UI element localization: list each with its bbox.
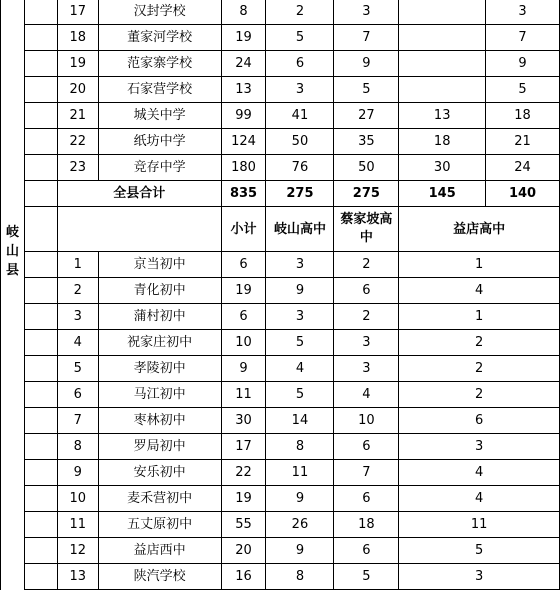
quota-cell: 5 bbox=[334, 564, 399, 590]
blank-cell bbox=[24, 538, 57, 564]
quota-cell: 7 bbox=[486, 25, 560, 51]
school-name: 五丈原初中 bbox=[98, 512, 221, 538]
quota-cell: 14 bbox=[266, 408, 334, 434]
row-number: 5 bbox=[57, 356, 98, 382]
table-row bbox=[1, 129, 560, 155]
quota-cell: 2 bbox=[334, 304, 399, 330]
subtotal-cell: 9 bbox=[221, 356, 266, 382]
quota-cell: 3 bbox=[334, 356, 399, 382]
school-name: 范家寨学校 bbox=[98, 51, 221, 77]
quota-cell: 3 bbox=[399, 564, 560, 590]
quota-cell: 41 bbox=[266, 103, 334, 129]
blank-cell bbox=[24, 304, 57, 330]
table2-body bbox=[1, 207, 560, 590]
blank-cell bbox=[24, 486, 57, 512]
row-number: 20 bbox=[57, 77, 98, 103]
quota-cell: 3 bbox=[399, 434, 560, 460]
school-name: 麦禾营初中 bbox=[98, 486, 221, 512]
blank-cell bbox=[24, 564, 57, 590]
row-number: 10 bbox=[57, 486, 98, 512]
quota-cell: 4 bbox=[399, 460, 560, 486]
quota-cell: 5 bbox=[486, 77, 560, 103]
quota-cell: 3 bbox=[266, 304, 334, 330]
quota-cell: 8 bbox=[266, 564, 334, 590]
blank-cell bbox=[24, 129, 57, 155]
quota-cell: 6 bbox=[334, 278, 399, 304]
table-row bbox=[1, 25, 560, 51]
table1-body bbox=[1, 0, 560, 207]
row-number: 22 bbox=[57, 129, 98, 155]
total-row bbox=[1, 181, 560, 207]
region-cell-blank bbox=[1, 0, 25, 207]
region-char: 岐 bbox=[5, 224, 19, 240]
table-row bbox=[1, 330, 560, 356]
row-number: 23 bbox=[57, 155, 98, 181]
table-row bbox=[1, 51, 560, 77]
blank-cell bbox=[24, 408, 57, 434]
school-name: 马江初中 bbox=[98, 382, 221, 408]
table-row bbox=[1, 304, 560, 330]
total-value: 275 bbox=[334, 181, 399, 207]
school-name: 益店西中 bbox=[98, 538, 221, 564]
quota-cell: 2 bbox=[266, 0, 334, 25]
blank-cell bbox=[24, 330, 57, 356]
subtotal-cell: 11 bbox=[221, 382, 266, 408]
header-school-2: 蔡家坡高中 bbox=[334, 207, 399, 252]
row-number: 9 bbox=[57, 460, 98, 486]
region-char: 县 bbox=[5, 262, 19, 278]
school-name: 安乐初中 bbox=[98, 460, 221, 486]
header-subtotal: 小计 bbox=[221, 207, 266, 252]
quota-cell: 9 bbox=[266, 278, 334, 304]
total-value: 145 bbox=[399, 181, 486, 207]
row-number: 12 bbox=[57, 538, 98, 564]
quota-cell: 11 bbox=[399, 512, 560, 538]
quota-cell: 6 bbox=[399, 408, 560, 434]
table-row bbox=[1, 486, 560, 512]
quota-cell: 5 bbox=[266, 330, 334, 356]
row-number: 17 bbox=[57, 0, 98, 25]
blank-cell bbox=[24, 0, 57, 25]
school-name: 纸坊中学 bbox=[98, 129, 221, 155]
row-number: 19 bbox=[57, 51, 98, 77]
table-row bbox=[1, 155, 560, 181]
quota-cell: 9 bbox=[486, 51, 560, 77]
quota-cell: 5 bbox=[399, 538, 560, 564]
blank-cell bbox=[24, 155, 57, 181]
quota-cell bbox=[399, 0, 486, 25]
blank-cell bbox=[24, 51, 57, 77]
quota-cell: 9 bbox=[266, 486, 334, 512]
school-name: 陕汽学校 bbox=[98, 564, 221, 590]
school-name: 蒲村初中 bbox=[98, 304, 221, 330]
blank-cell bbox=[24, 512, 57, 538]
header-school-3: 益店高中 bbox=[399, 207, 560, 252]
quota-cell: 35 bbox=[334, 129, 399, 155]
header-row bbox=[1, 207, 560, 252]
total-value: 140 bbox=[486, 181, 560, 207]
row-number: 2 bbox=[57, 278, 98, 304]
blank-cell bbox=[24, 356, 57, 382]
header-blank bbox=[57, 207, 221, 252]
subtotal-cell: 6 bbox=[221, 252, 266, 278]
subtotal-cell: 180 bbox=[221, 155, 266, 181]
school-name: 枣林初中 bbox=[98, 408, 221, 434]
subtotal-cell: 30 bbox=[221, 408, 266, 434]
subtotal-cell: 13 bbox=[221, 77, 266, 103]
quota-cell: 6 bbox=[266, 51, 334, 77]
table-row bbox=[1, 538, 560, 564]
subtotal-cell: 6 bbox=[221, 304, 266, 330]
quota-cell: 5 bbox=[266, 382, 334, 408]
table-row bbox=[1, 0, 560, 25]
quota-cell: 18 bbox=[334, 512, 399, 538]
total-label: 全县合计 bbox=[57, 181, 221, 207]
table-row bbox=[1, 356, 560, 382]
quota-cell: 27 bbox=[334, 103, 399, 129]
row-number: 4 bbox=[57, 330, 98, 356]
school-name: 青化初中 bbox=[98, 278, 221, 304]
quota-cell: 4 bbox=[266, 356, 334, 382]
table-row bbox=[1, 103, 560, 129]
table-row bbox=[1, 512, 560, 538]
quota-cell: 9 bbox=[266, 538, 334, 564]
quota-cell: 3 bbox=[334, 0, 399, 25]
quota-cell: 50 bbox=[334, 155, 399, 181]
subtotal-cell: 10 bbox=[221, 330, 266, 356]
subtotal-cell: 16 bbox=[221, 564, 266, 590]
school-name: 竞存中学 bbox=[98, 155, 221, 181]
school-name: 京当初中 bbox=[98, 252, 221, 278]
table-row bbox=[1, 408, 560, 434]
table-row bbox=[1, 434, 560, 460]
subtotal-cell: 55 bbox=[221, 512, 266, 538]
row-number: 1 bbox=[57, 252, 98, 278]
quota-cell: 2 bbox=[399, 330, 560, 356]
quota-cell: 4 bbox=[399, 486, 560, 512]
quota-cell: 11 bbox=[266, 460, 334, 486]
quota-cell: 7 bbox=[334, 460, 399, 486]
blank-cell bbox=[24, 207, 57, 252]
quota-cell: 2 bbox=[334, 252, 399, 278]
blank-cell bbox=[24, 382, 57, 408]
row-number: 21 bbox=[57, 103, 98, 129]
quota-cell: 5 bbox=[334, 77, 399, 103]
region-char: 山 bbox=[5, 243, 19, 259]
subtotal-cell: 17 bbox=[221, 434, 266, 460]
subtotal-cell: 20 bbox=[221, 538, 266, 564]
total-value: 275 bbox=[266, 181, 334, 207]
table-row bbox=[1, 564, 560, 590]
school-name: 董家河学校 bbox=[98, 25, 221, 51]
blank-cell bbox=[24, 434, 57, 460]
quota-cell: 50 bbox=[266, 129, 334, 155]
blank-cell bbox=[24, 103, 57, 129]
blank-cell bbox=[24, 25, 57, 51]
quota-cell bbox=[399, 51, 486, 77]
school-name: 城关中学 bbox=[98, 103, 221, 129]
quota-cell bbox=[399, 77, 486, 103]
quota-cell: 3 bbox=[334, 330, 399, 356]
quota-cell: 4 bbox=[334, 382, 399, 408]
blank-cell bbox=[24, 181, 57, 207]
row-number: 6 bbox=[57, 382, 98, 408]
quota-cell bbox=[399, 25, 486, 51]
quota-cell: 3 bbox=[266, 77, 334, 103]
table-row bbox=[1, 77, 560, 103]
blank-cell bbox=[24, 252, 57, 278]
quota-cell: 5 bbox=[266, 25, 334, 51]
quota-cell: 4 bbox=[399, 278, 560, 304]
subtotal-cell: 24 bbox=[221, 51, 266, 77]
subtotal-cell: 124 bbox=[221, 129, 266, 155]
header-school-1: 岐山高中 bbox=[266, 207, 334, 252]
quota-cell: 1 bbox=[399, 252, 560, 278]
blank-cell bbox=[24, 460, 57, 486]
quota-cell: 21 bbox=[486, 129, 560, 155]
school-name: 祝家庄初中 bbox=[98, 330, 221, 356]
table-row bbox=[1, 278, 560, 304]
quota-cell: 3 bbox=[266, 252, 334, 278]
quota-cell: 6 bbox=[334, 538, 399, 564]
quota-cell: 3 bbox=[486, 0, 560, 25]
quota-cell: 1 bbox=[399, 304, 560, 330]
subtotal-cell: 22 bbox=[221, 460, 266, 486]
quota-cell: 13 bbox=[399, 103, 486, 129]
school-name: 罗局初中 bbox=[98, 434, 221, 460]
subtotal-cell: 19 bbox=[221, 486, 266, 512]
quota-cell: 10 bbox=[334, 408, 399, 434]
quota-cell: 24 bbox=[486, 155, 560, 181]
quota-cell: 26 bbox=[266, 512, 334, 538]
quota-cell: 2 bbox=[399, 382, 560, 408]
quota-cell: 9 bbox=[334, 51, 399, 77]
school-name: 汉封学校 bbox=[98, 0, 221, 25]
row-number: 18 bbox=[57, 25, 98, 51]
blank-cell bbox=[24, 77, 57, 103]
blank-cell bbox=[24, 278, 57, 304]
total-subtotal: 835 bbox=[221, 181, 266, 207]
table-row bbox=[1, 460, 560, 486]
row-number: 8 bbox=[57, 434, 98, 460]
subtotal-cell: 19 bbox=[221, 278, 266, 304]
subtotal-cell: 8 bbox=[221, 0, 266, 25]
table-row bbox=[1, 382, 560, 408]
table-row bbox=[1, 252, 560, 278]
quota-cell: 76 bbox=[266, 155, 334, 181]
quota-cell: 18 bbox=[399, 129, 486, 155]
row-number: 11 bbox=[57, 512, 98, 538]
quota-cell: 18 bbox=[486, 103, 560, 129]
quota-cell: 7 bbox=[334, 25, 399, 51]
quota-cell: 6 bbox=[334, 434, 399, 460]
subtotal-cell: 19 bbox=[221, 25, 266, 51]
quota-cell: 2 bbox=[399, 356, 560, 382]
quota-cell: 30 bbox=[399, 155, 486, 181]
region-label bbox=[1, 207, 25, 590]
row-number: 13 bbox=[57, 564, 98, 590]
row-number: 3 bbox=[57, 304, 98, 330]
row-number: 7 bbox=[57, 408, 98, 434]
school-name: 石家营学校 bbox=[98, 77, 221, 103]
school-name: 孝陵初中 bbox=[98, 356, 221, 382]
quota-cell: 6 bbox=[334, 486, 399, 512]
subtotal-cell: 99 bbox=[221, 103, 266, 129]
quota-cell: 8 bbox=[266, 434, 334, 460]
